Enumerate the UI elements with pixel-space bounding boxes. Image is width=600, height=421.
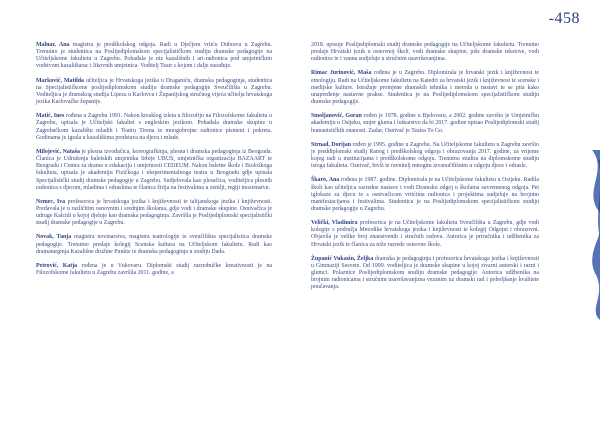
bio-entry [311,142,539,171]
bio-text: rođen je 1978. godine u Bjelovaru, a 2002. godine završio je Umjetničku akademiju u Osijeku, smjer gluma i lutkarstvo da bi 2017. godine upisao Poslijediplomski studij humanističkih znanosti. Zadar, Osnivač je Teatra To Go. [311,113,539,134]
bio-text: dramska je pedagoginja i profesorica hrvatskoga jezika i književnosti u Gimnaziji Sesvete. Od 1999. voditeljica je dramske skupine u kojoj stvarni autorski i razni i glumci. Polaznice Poslijediplomskom studiju dramske pedagogije. Autorica udžbenika na brojnim radionicama i stručnim usavršavanjima vezanim uz dramski rad i poboljšanje kvalitete poučavanja. [311,255,539,291]
bio-text: profesorica je hrvatskoga jezika i književnosti te talijanskoga jezika i književnosti. Predavala je u različitim osnovnim i srednjim školama, gdje vodi i dramske skupine. Osnivačica je udruge Kalcidi u kojoj djeluje kao dramska pedagoginja. Završila je Poslijediplomski specijalistički studij dramske pedagogije u Zagrebu. [36,198,272,227]
bio-name: Malnar, Ana [36,42,70,48]
bio-name: Petrović, Katja [36,262,78,269]
bio-text: magistra je predškolskog odgoja. Radi u Dječjem vrtiću Dubrava u Zagrebu. Trenutno je studentica na Poslijediplomskom specijalističkom studiju dramske pedagogije na Učiteljskome fakultetu u Zagrebu. Pohađala je niz kazališnih i art-radionica pod umjetničkim vodstvom kazalištarac i likovnih umjetnica. Voditelj Teatr s kojom i dalje surađuje. [36,42,272,70]
bio-entry [311,220,539,249]
bio-name: Nemec, Iva [36,198,66,205]
bio-entry [36,42,272,71]
bio-name: Matić, Ines [36,113,65,120]
bio-name: Velički, Vladimira [311,220,358,227]
bio-text: je plesna izvođačica, koreografkinja, plesna i dramska pedagoginja iz Beograda. Članica je Udruženja baletskih umjetnika Srbije UBUS, umjetnička organizacija BAZAART te Beogradu i Centra za drama u edukaciju i umjetnosti CEDEUM. Nakon baletne škole i Biološkoga fakulteta, upisala je akademiju Fizičkoga i eksperimentalnoga teatra u Beogradu gdje upisala Specijalistički studij dramske pedagogije u Zagrebu. Sudjelovala kao plesačica, voditeljica plesnih radionica s djecom, mladima i odraslima te članica žirija na festivalima u zemlji, regiji inozemstvu. [36,148,272,191]
bio-name: Strnad, Dorijan [311,141,351,148]
bio-name: Marković, Matilda [36,77,84,84]
left-column [36,42,272,284]
bio-text: rođena u Zagrebu 1991. Nakon kreaklog izleta u filozofiju na Filozofskome fakultetu u Zagrebu, upisala je Učiteljski fakultet s engleskim jezikom. Pohađala dramske skupine u Zagrebačkom kazalištu mladih i Teatru Tirena te mnogobrojne radionice pismeni i pokreta. Godinama je igrala u kazalištima predstava na djecu i mlade. [36,113,272,141]
bio-entry [311,42,539,63]
bio-text: rođena je u Zagrebu. Diplomirala je hrvatski jezik i književnost te etnologiju. Radi na Učiteljskome fakultetu na Katedri za hrvatski jezik i književnost te scenske i medijske kulture. Istražuje promjene dramskih tehnika i metoda u nastavi te se pita kako unapređenje nastavne prakse. Studentica je na Poslijediplomskom specijalističkom studiju dramske pedagogije. [311,70,539,106]
bio-name: Škaro, Ana [311,177,340,184]
bio-text: 2018. upisuje Poslijediplomski studij dramske pedagogije na Učiteljskome fakultetu. Trenutno predaje Hrvatski jezik u osnovnoj školi, vodi dramske skupine, piše dramske tekstove, vodi radionice te i vanna sudjeluje u stručnim usavršavanjima. [311,42,539,63]
bio-entry [36,78,272,107]
bio-entry [36,149,272,192]
bio-entry [36,199,272,228]
bio-text: magistra novinarstva, magistra teatrologije te sveučilišna specijalistica dramske pedagogije. Trenutno predaje kolegij Scenska kultura na Učiteljskom fakultetu. Radi kao dramaturginja Kazališne družine Punkte te dramska pedagoginja u studiju Dada. [36,234,272,255]
page-number: -458 [548,10,580,27]
bio-text: profesorica je na Učiteljskome fakultetu Sveučilišta u Zagrebu, gdje vodi kolegije s područja Metodike hrvatskoga jezika i književnosti te kolegij Odgojni i obrazovni. Objavila je velike broj znanstvenih i stručnih radova. Autorica je priručnika i udžbenika za Hrvatski jezik te članica za niže razrede osnovne škole. [311,220,539,248]
bio-name: Novak, Tanja [36,234,72,241]
bio-name: Rimac Jurinović, Maša [311,70,372,77]
bio-name: Županić Vukasin, Željka [311,255,374,262]
bio-entry [311,256,539,292]
bio-entry [36,263,272,277]
watercolor-decoration-icon [578,150,600,320]
bio-name: Milojević, Nataša [36,148,80,155]
bio-name: Smoljanović, Goran [311,113,362,120]
bio-entry [311,113,539,134]
right-column [311,42,539,299]
bio-text: rođen je 1995. godine u Zagrebu. Na Učiteljskome fakultetu u Zagrebu završio je preddiplomski studij Ranog i predškolskog odgoja i obrazovanja 2017. godine, za vrijeme kojeg radi u institucijama i predškolskome odgoju. Trenutno studira na diplomskome studiju istoga fakulteta. Osnivač, bivši te ravnitelj mnogim izvanučilišnim u odgoju djece i odrasle. [311,141,539,170]
bio-text: rođena je u Vukovaru. Diplomski studij razredničke kreativnosti je na Filozofskome fakultetu u Zagrebu završila 2011. godine, a [36,262,273,277]
bio-entry [36,113,272,142]
bio-entry [311,70,539,106]
bio-text: učiteljica je Hrvatskoga jezika u Draganiću, dramska pedagoginja, studentica na Specijalističkome poslijediplomskom studiju dramske pedagogije Sveučilišta u Zagrebu. Voditeljica je dramskog studija Lipeza u Karlovcu i Županijskog stručnog vijeća učitelja hrvatskoga jezika Karlovačke županije. [36,77,272,106]
bio-entry [311,177,539,213]
bio-entry [36,234,272,255]
bio-text: rođena je 1987. godine. Diplomirala je na Učiteljskome fakultetu u Osijeku. Radila školi kao učiteljica razredne nastave i vodi Dramsku odgoj u školama suvremenog odgoja. Pet iglokaze za djecu te s osnivačicom vrtićima radionica i projektima sudjeluje na brojnim manifestacijama i festivalima. Studentica je na Poslijediplomskom specijalističkom studiju dramske pedagogije u Zagrebu. [311,177,540,212]
